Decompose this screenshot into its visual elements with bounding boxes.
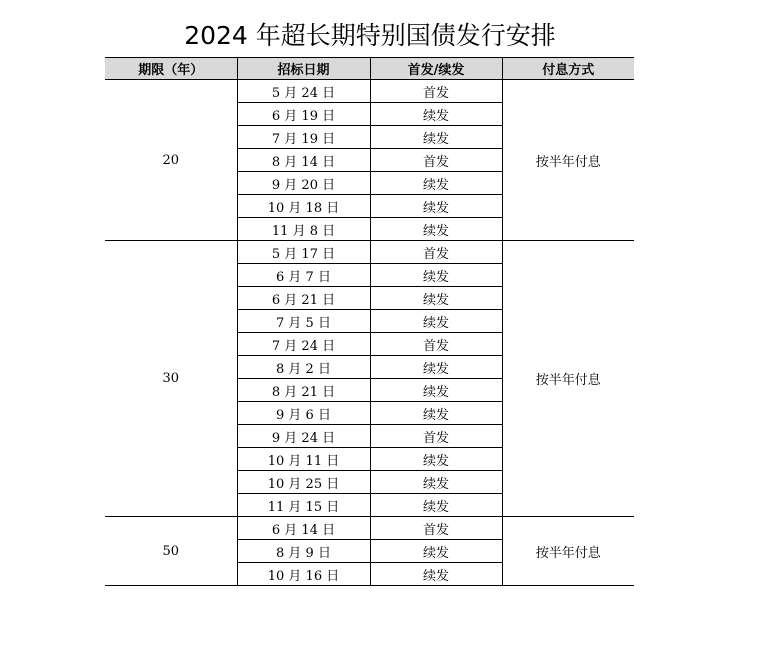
term-cell: 20 <box>105 80 237 241</box>
auction-date-cell: 8 月 21 日 <box>237 379 370 402</box>
auction-date-cell: 5 月 17 日 <box>237 241 370 264</box>
auction-date-cell: 8 月 2 日 <box>237 356 370 379</box>
term-cell: 50 <box>105 517 237 586</box>
auction-date-cell: 11 月 8 日 <box>237 218 370 241</box>
issue-type-cell: 续发 <box>370 103 502 126</box>
auction-date-cell: 8 月 14 日 <box>237 149 370 172</box>
page-title: 2024 年超长期特别国债发行安排 <box>184 21 556 50</box>
issue-type-cell: 续发 <box>370 218 502 241</box>
auction-date-cell: 7 月 19 日 <box>237 126 370 149</box>
table-body <box>105 80 634 586</box>
auction-date-cell: 10 月 25 日 <box>237 471 370 494</box>
issue-type-cell: 首发 <box>370 517 502 540</box>
payment-method-cell: 按半年付息 <box>502 517 634 586</box>
auction-date-cell: 10 月 11 日 <box>237 448 370 471</box>
table-header-row <box>105 58 634 80</box>
term-cell: 30 <box>105 241 237 517</box>
issue-type-cell: 续发 <box>370 379 502 402</box>
auction-date-cell: 11 月 15 日 <box>237 494 370 517</box>
issue-type-cell: 首发 <box>370 425 502 448</box>
header-issue-type: 首发/续发 <box>370 58 502 80</box>
table-row <box>105 80 634 103</box>
issue-type-cell: 续发 <box>370 287 502 310</box>
auction-date-cell: 10 月 18 日 <box>237 195 370 218</box>
issue-type-cell: 首发 <box>370 241 502 264</box>
auction-date-cell: 6 月 14 日 <box>237 517 370 540</box>
auction-date-cell: 6 月 19 日 <box>237 103 370 126</box>
issue-type-cell: 续发 <box>370 563 502 586</box>
issue-type-cell: 首发 <box>370 80 502 103</box>
issue-type-cell: 续发 <box>370 126 502 149</box>
auction-date-cell: 8 月 9 日 <box>237 540 370 563</box>
header-term: 期限（年） <box>105 58 237 80</box>
auction-date-cell: 7 月 5 日 <box>237 310 370 333</box>
issue-type-cell: 续发 <box>370 540 502 563</box>
issue-type-cell: 续发 <box>370 310 502 333</box>
auction-date-cell: 9 月 6 日 <box>237 402 370 425</box>
auction-date-cell: 9 月 20 日 <box>237 172 370 195</box>
issue-type-cell: 续发 <box>370 264 502 287</box>
auction-date-cell: 7 月 24 日 <box>237 333 370 356</box>
issue-type-cell: 续发 <box>370 356 502 379</box>
issue-type-cell: 续发 <box>370 448 502 471</box>
auction-date-cell: 9 月 24 日 <box>237 425 370 448</box>
header-auction-date: 招标日期 <box>237 58 370 80</box>
issue-type-cell: 续发 <box>370 195 502 218</box>
auction-date-cell: 6 月 7 日 <box>237 264 370 287</box>
header-payment-method: 付息方式 <box>502 58 634 80</box>
issue-type-cell: 续发 <box>370 172 502 195</box>
auction-date-cell: 5 月 24 日 <box>237 80 370 103</box>
payment-method-cell: 按半年付息 <box>502 241 634 517</box>
issue-type-cell: 续发 <box>370 402 502 425</box>
issuance-schedule-table <box>105 57 634 586</box>
table-row <box>105 517 634 540</box>
issue-type-cell: 首发 <box>370 149 502 172</box>
auction-date-cell: 6 月 21 日 <box>237 287 370 310</box>
issue-type-cell: 首发 <box>370 333 502 356</box>
payment-method-cell: 按半年付息 <box>502 80 634 241</box>
table-row <box>105 241 634 264</box>
issue-type-cell: 续发 <box>370 471 502 494</box>
issue-type-cell: 续发 <box>370 494 502 517</box>
auction-date-cell: 10 月 16 日 <box>237 563 370 586</box>
